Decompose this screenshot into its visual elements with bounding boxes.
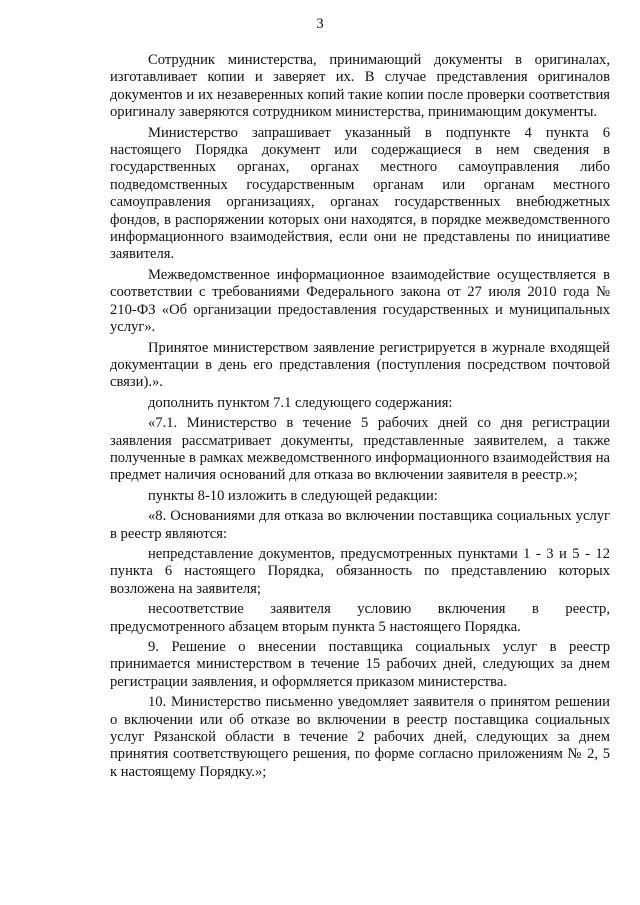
paragraph-refusal-ground-1: непредставление документов, предусмотренных пунктами 1 - 3 и 5 - 12 пункта 6 настоящего Порядка, обязанность по представлению которых возложена на заявителя; <box>110 545 610 597</box>
paragraph-refusal-ground-2: несоответствие заявителя условию включения в реестр, предусмотренного абзацем вторым пункта 5 настоящего Порядка. <box>110 601 610 635</box>
paragraph-ministry-request: Министерство запрашивает указанный в подпункте 4 пункта 6 настоящего Порядка документ или содержащиеся в нем сведения в государственных органах, органах местного самоуправления либо подведомственных государственным органам или органам местного самоуправления организациях, органах государственных внебюджетных фондов, в распоряжении которых они находятся, в порядке межведомственного информационного взаимодействия, если они не представлены по инициативе заявителя. <box>110 124 610 263</box>
page-number: 3 <box>316 16 324 32</box>
paragraph-item-8: «8. Основаниями для отказа во включении поставщика социальных услуг в реестр являются: <box>110 508 610 542</box>
paragraph-item-7-1: «7.1. Министерство в течение 5 рабочих дней со дня регистрации заявления рассматривает документы, представленные заявителем, а также полученные в рамках межведомственного информационного взаимодействия на предмет наличия оснований для отказа во включении заявителя в реестр.»; <box>110 415 610 484</box>
document-body <box>110 52 610 781</box>
paragraph-application-registration: Принятое министерством заявление регистрируется в журнале входящей документации в день его представления (поступления посредством почтовой связи).». <box>110 339 610 391</box>
paragraph-items-8-10-intro: пункты 8-10 изложить в следующей редакции: <box>148 487 438 504</box>
paragraph-add-item-7-1: дополнить пунктом 7.1 следующего содержания: <box>148 394 453 411</box>
paragraph-item-10: 10. Министерство письменно уведомляет заявителя о принятом решении о включении или об отказе во включении в реестр поставщика социальных услуг Рязанской области в течение 2 рабочих дней, следующих за днем принятия соответствующего решения, по форме согласно приложениям № 2, 5 к настоящему Порядку.»; <box>110 694 610 780</box>
paragraph-interagency-interaction: Межведомственное информационное взаимодействие осуществляется в соответствии с требованиями Федерального закона от 27 июля 2010 года № 210-ФЗ «Об организации предоставления государственных и муниципальных услуг». <box>110 266 610 336</box>
paragraph-item-9: 9. Решение о внесении поставщика социальных услуг в реестр принимается министерством в течение 15 рабочих дней, следующих за днем регистрации заявления, и оформляется приказом министерства. <box>110 639 610 690</box>
paragraph-copies-certification: Сотрудник министерства, принимающий документы в оригиналах, изготавливает копии и заверяет их. В случае представления оригиналов документов и их незаверенных копий такие копии после проверки соответствия оригиналу заверяются сотрудником министерства, принимающим документы. <box>110 52 610 121</box>
